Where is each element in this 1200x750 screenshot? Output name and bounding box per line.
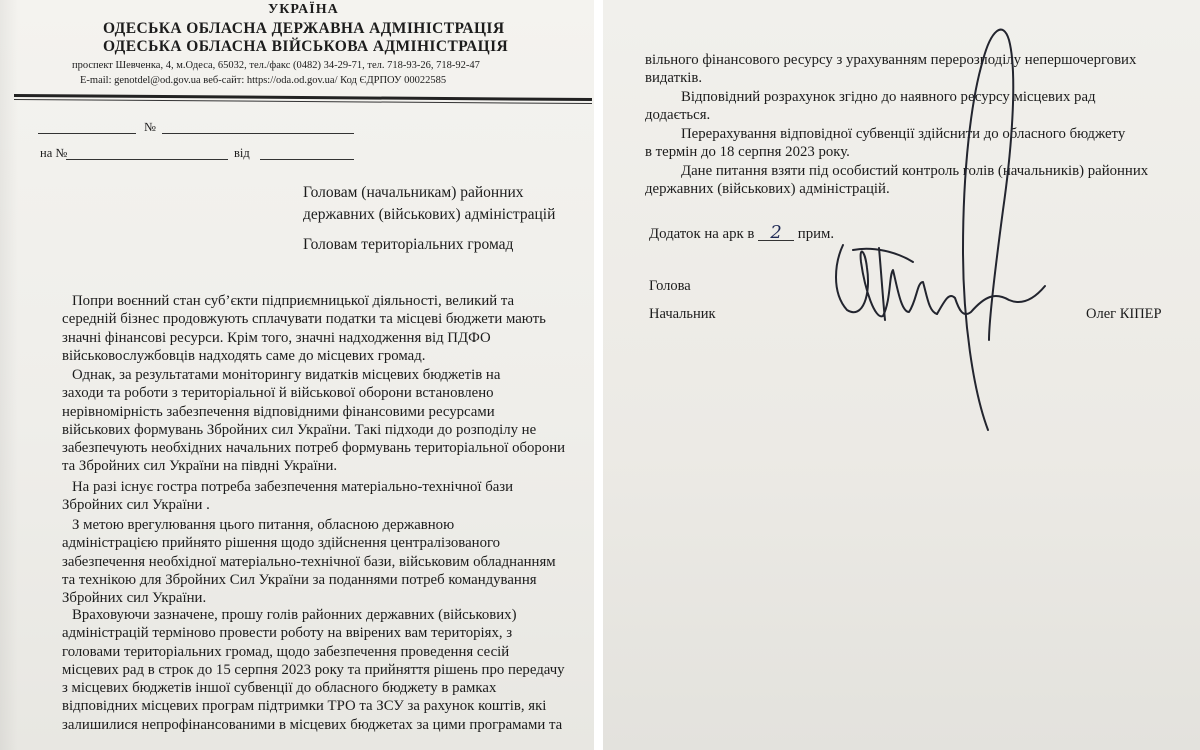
reg-date-line: [38, 133, 136, 134]
text-line: відповідних місцевих програм підтримки ТРО та ЗСУ за рахунок коштів, які: [62, 698, 547, 715]
signatory-name: Олег КІПЕР: [1086, 306, 1162, 322]
addressee-line-1: Головам (начальникам) районних: [303, 184, 524, 201]
text-line: видатків.: [645, 70, 703, 87]
text-line: Відповідний розрахунок згідно до наявного ресурсу місцевих рад: [681, 89, 1096, 105]
text-line: значні фінансові ресурси. Крім того, значні надходження від ПДФО: [62, 329, 491, 346]
text-line: середній бізнес продовжують сплачувати податки та місцеві бюджети мають: [62, 311, 546, 328]
attachment-line: [649, 222, 835, 243]
text-line: Дане питання взяти під особистий контроль голів (начальників) районних: [681, 163, 1149, 179]
body-paragraph-5: [62, 606, 580, 734]
text-line: Перерахування відповідної субвенції здійснити до обласного бюджету: [681, 126, 1126, 142]
addressee-line-3: Головам територіальних громад: [303, 236, 514, 253]
header-country: УКРАЇНА: [268, 2, 339, 17]
text-line: в термін до 18 серпня 2023 року.: [645, 144, 850, 161]
letter-page-2: [603, 0, 1200, 750]
text-line: вільного фінансового ресурсу з урахуванням перерозподілу непершочергових: [645, 52, 1137, 68]
text-line: Збройних сил України.: [62, 590, 207, 607]
text-line: забезпечення необхідної матеріально-технічної бази, військовим обладнанням: [62, 553, 556, 570]
reg-on-number-label: на №: [40, 146, 68, 160]
text-line: Враховуючи зазначене, прошу голів районних державних (військових): [72, 607, 517, 623]
text-line: місцевих рад в строк до 15 серпня 2023 року та прийняття рішень про передачу: [62, 661, 565, 678]
attachment-handwritten-count: 2: [758, 226, 794, 241]
text-line: військовослужбовців надходять саме до місцевих громад.: [62, 347, 426, 364]
letter-page-1: [0, 0, 594, 750]
text-line: та Збройних сил України на півдні України.: [62, 458, 338, 475]
page-shadow: [0, 0, 18, 750]
reg-number-sign: №: [144, 120, 156, 134]
attachment-prefix: Додаток на арк в: [649, 226, 755, 242]
text-line: головами територіальних громад, щодо забезпечення проведення сесій: [62, 643, 510, 660]
text-line: додається.: [645, 107, 711, 124]
header-org-line-1: ОДЕСЬКА ОБЛАСНА ДЕРЖАВНА АДМІНІСТРАЦІЯ: [103, 20, 505, 37]
text-line: та технікою для Збройних Сил України за поданнями потреб командування: [62, 571, 537, 588]
reg-number-line: [162, 133, 354, 134]
text-line: заходи та роботи з територіальної й військової оборони встановлено: [62, 385, 494, 402]
text-line: Попри воєнний стан суб’єкти підприємницької діяльності, великий та: [72, 293, 515, 309]
header-contact-line-2: E-mail: genotdel@od.gov.ua веб-сайт: https://oda.od.gov.ua/ Код ЄДРПОУ 00022585: [80, 75, 447, 86]
reg-from-label: від: [234, 146, 250, 160]
body-paragraph-1: [62, 292, 580, 365]
header-org-line-2: ОДЕСЬКА ОБЛАСНА ВІЙСЬКОВА АДМІНІСТРАЦІЯ: [103, 38, 509, 55]
text-line: військових формувань Збройних сил України. Такі підходи до розподілу не: [62, 421, 537, 438]
text-line: адміністрацією прийнято рішення щодо здійснення централізованого: [62, 535, 501, 552]
body-paragraph-4: [62, 516, 580, 607]
body-paragraph-3: [62, 478, 580, 515]
text-line: адміністрацій терміново провести роботу на ввірених вам територіях, з: [62, 625, 513, 642]
text-line: з місцевих бюджетів іншої субвенції до обласного бюджету в рамках: [62, 680, 497, 697]
text-line: державних (військових) адміністрацій.: [645, 181, 890, 198]
body-paragraph-2: [62, 366, 580, 476]
reg-from-line: [260, 159, 354, 160]
signatory-title-2: Начальник: [649, 306, 716, 322]
page-divider: [594, 0, 603, 750]
text-line: Збройних сил України .: [62, 497, 210, 514]
text-line: На разі існує гостра потреба забезпечення матеріально-технічної бази: [72, 479, 514, 495]
addressee-line-2: державних (військових) адміністрацій: [303, 206, 556, 223]
text-line: З метою врегулювання цього питання, обласною державною: [72, 517, 455, 533]
text-line: забезпечують необхідних начальних потреб формувань територіальної оборони: [62, 440, 566, 457]
text-line: залишилися непрофінансованими в місцевих бюджетах за цими програмами та: [62, 716, 563, 733]
text-line: Однак, за результатами моніторингу видатків місцевих бюджетів на: [72, 367, 501, 383]
signatory-title-1: Голова: [649, 278, 691, 294]
text-line: нерівномірність забезпечення відповідними фінансовими ресурсами: [62, 403, 495, 420]
attachment-suffix: прим.: [797, 226, 835, 242]
header-contact-line-1: проспект Шевченка, 4, м.Одеса, 65032, тел./факс (0482) 34-29-71, тел. 718-93-26, 718-92-47: [72, 60, 480, 71]
reg-on-number-line: [66, 159, 228, 160]
handwritten-signature: [813, 0, 1073, 460]
